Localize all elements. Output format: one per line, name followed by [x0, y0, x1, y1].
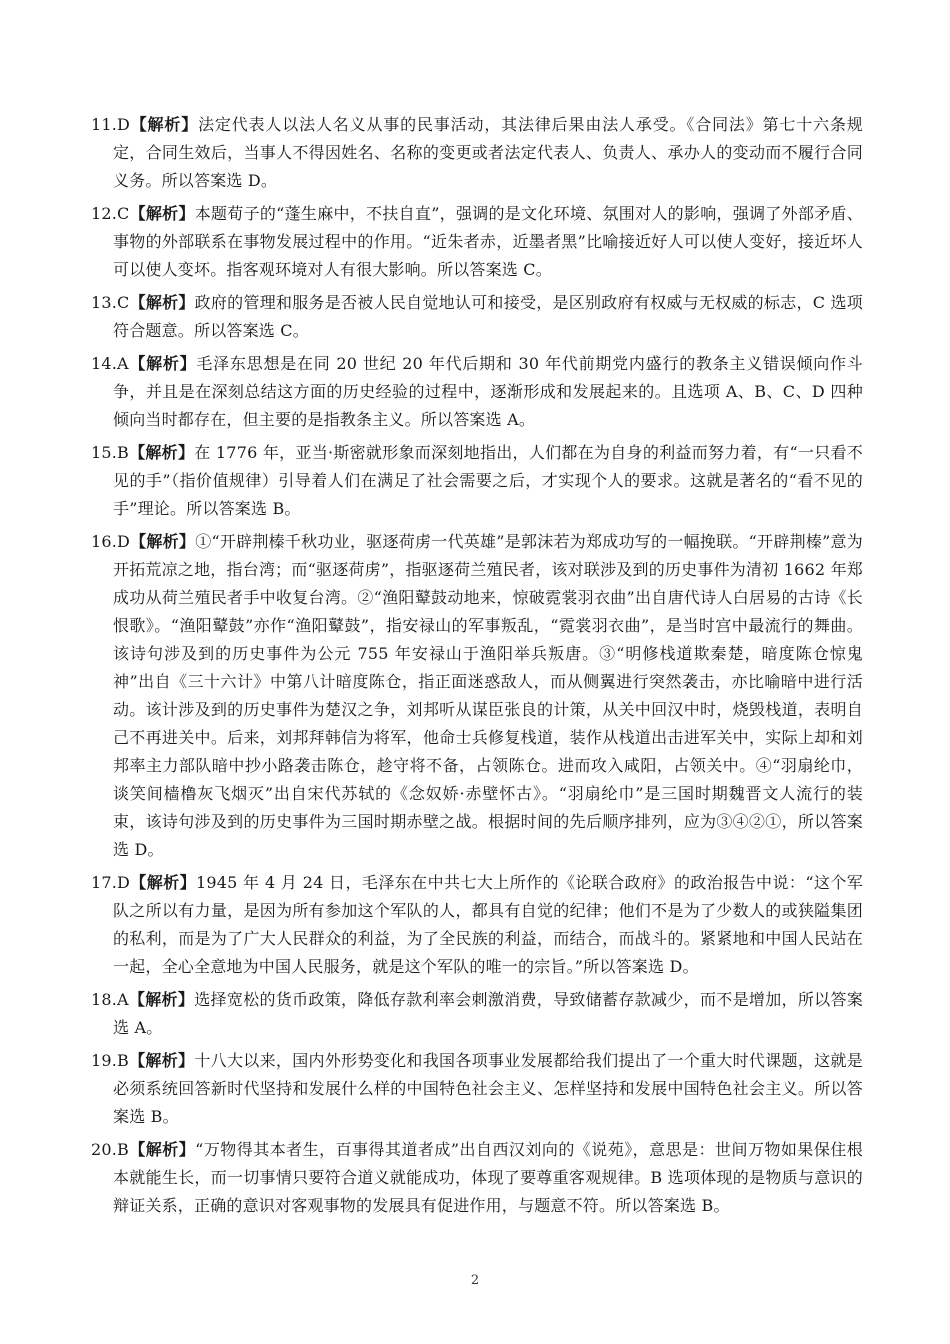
answer-entry-12 — [91, 200, 863, 284]
analysis-tag: 【解析】 — [129, 1051, 195, 1070]
answer-entry-11 — [91, 111, 863, 195]
answer-number: 20.B — [91, 1140, 130, 1159]
analysis-tag: 【解析】 — [128, 990, 195, 1009]
answer-number: 17.D — [91, 873, 131, 892]
analysis-text: 在 1776 年，亚当·斯密就形象而深刻地指出，人们都在为自身的利益而努力着，有“一只看不见的手”（指价值规律）引导着人们在满足了社会需要之后，才实现个人的要求。这就是著名的“看不见的手”理论。所以答案选 B。 — [113, 443, 863, 518]
answer-entry-16 — [91, 528, 863, 864]
analysis-tag: 【解析】 — [130, 115, 199, 134]
analysis-text: “万物得其本者生，百事得其道者成”出自西汉刘向的《说苑》，意思是：世间万物如果保住根本就能生长，而一切事情只要符合道义就能成功，体现了要尊重客观规律。B 选项体现的是物质与意识的辩证关系，正确的意识对客观事物的发展具有促进作用，与题意不符。所以答案选 B。 — [113, 1140, 863, 1215]
analysis-text: 1945 年 4 月 24 日，毛泽东在中共七大上所作的《论联合政府》的政治报告中说：“这个军队之所以有力量，是因为所有参加这个军队的人，都具有自觉的纪律；他们不是为了少数人的或狭隘集团的私利，而是为了广大人民群众的利益，为了全民族的利益，而结合，而战斗的。紧紧地和中国人民站在一起，全心全意地为中国人民服务，就是这个军队的唯一的宗旨。”所以答案选 D。 — [113, 873, 863, 976]
answer-number: 11.D — [91, 115, 131, 134]
answer-entry-14 — [91, 350, 863, 434]
answer-number: 15.B — [91, 443, 130, 462]
analysis-text: 十八大以来，国内外形势变化和我国各项事业发展都给我们提出了一个重大时代课题，这就是必须系统回答新时代坚持和发展什么样的中国特色社会主义、怎样坚持和发展中国特色社会主义。所以答案选 B。 — [113, 1051, 863, 1126]
answer-number: 19.B — [91, 1051, 130, 1070]
answer-entry-19 — [91, 1047, 863, 1131]
answer-number: 18.A — [91, 990, 129, 1009]
answer-entry-18 — [91, 986, 863, 1042]
answer-number: 12.C — [91, 204, 130, 223]
analysis-text: 毛泽东思想是在同 20 世纪 20 年代后期和 30 年代前期党内盛行的教条主义错误倾向作斗争，并且是在深刻总结这方面的历史经验的过程中，逐渐形成和发展起来的。且选项 A、B、C、D 四种倾向当时都存在，但主要的是指教条主义。所以答案选 A。 — [113, 354, 863, 429]
page-number: 2 — [470, 1273, 480, 1288]
answer-number: 14.A — [91, 354, 129, 373]
answer-explanations — [91, 111, 863, 1225]
answer-number: 13.C — [91, 293, 130, 312]
analysis-tag: 【解析】 — [129, 1140, 196, 1159]
answer-entry-13 — [91, 289, 863, 345]
analysis-tag: 【解析】 — [128, 354, 197, 373]
analysis-tag: 【解析】 — [130, 532, 196, 551]
analysis-tag: 【解析】 — [130, 873, 196, 892]
analysis-tag: 【解析】 — [129, 443, 195, 462]
analysis-text: 本题荀子的“蓬生麻中，不扶自直”，强调的是文化环境、氛围对人的影响，强调了外部矛盾、事物的外部联系在事物发展过程中的作用。“近朱者赤，近墨者黑”比喻接近好人可以使人变好，接近坏人可以使人变坏。指客观环境对人有很大影响。所以答案选 C。 — [113, 204, 863, 279]
analysis-text: 政府的管理和服务是否被人民自觉地认可和接受，是区别政府有权威与无权威的标志，C 选项符合题意。所以答案选 C。 — [113, 293, 863, 340]
analysis-tag: 【解析】 — [129, 293, 195, 312]
answer-entry-20 — [91, 1136, 863, 1220]
answer-entry-15 — [91, 439, 863, 523]
analysis-text: 选择宽松的货币政策，降低存款利率会刺激消费，导致储蓄存款减少，而不是增加，所以答案选 A。 — [113, 990, 863, 1037]
analysis-tag: 【解析】 — [129, 204, 195, 223]
answer-entry-17 — [91, 869, 863, 981]
analysis-text: ①“开辟荆榛千秋功业，驱逐荷虏一代英雄”是郭沫若为郑成功写的一幅挽联。“开辟荆榛”意为开拓荒凉之地，指台湾；而“驱逐荷虏”，指驱逐荷兰殖民者，该对联涉及到的历史事件为清初 1662 年郑成功从荷兰殖民者手中收复台湾。②“渔阳鼙鼓动地来，惊破霓裳羽衣曲”出自唐代诗人白居易的古诗《长恨歌》。“渔阳鼙鼓”亦作“渔阳鼙鼓”，指安禄山的军事叛乱，“霓裳羽衣曲”，是当时宫中最流行的舞曲。该诗句涉及到的历史事件为公元 755 年安禄山于渔阳举兵叛唐。③“明修栈道欺秦楚，暗度陈仓惊鬼神”出自《三十六计》中第八计暗度陈仓，指正面迷惑敌人，而从侧翼进行突然袭击，亦比喻暗中进行活动。该计涉及到的历史事件为楚汉之争，刘邦听从谋臣张良的计策，从关中回汉中时，烧毁栈道，表明自己不再进关中。后来，刘邦拜韩信为将军，他命士兵修复栈道，装作从栈道出击进军关中，实际上却和刘邦率主力部队暗中抄小路袭击陈仓，趁守将不备，占领陈仓。进而攻入咸阳，占领关中。④“羽扇纶巾，谈笑间樯橹灰飞烟灭”出自宋代苏轼的《念奴娇·赤壁怀古》。“羽扇纶巾”是三国时期魏晋文人流行的装束，该诗句涉及到的历史事件为三国时期赤壁之战。根据时间的先后顺序排列，应为③④②①，所以答案选 D。 — [113, 532, 863, 859]
analysis-text: 法定代表人以法人名义从事的民事活动，其法律后果由法人承受。《合同法》第七十六条规定，合同生效后，当事人不得因姓名、名称的变更或者法定代表人、负责人、承办人的变动而不履行合同义务。所以答案选 D。 — [113, 115, 863, 190]
answer-number: 16.D — [91, 532, 131, 551]
